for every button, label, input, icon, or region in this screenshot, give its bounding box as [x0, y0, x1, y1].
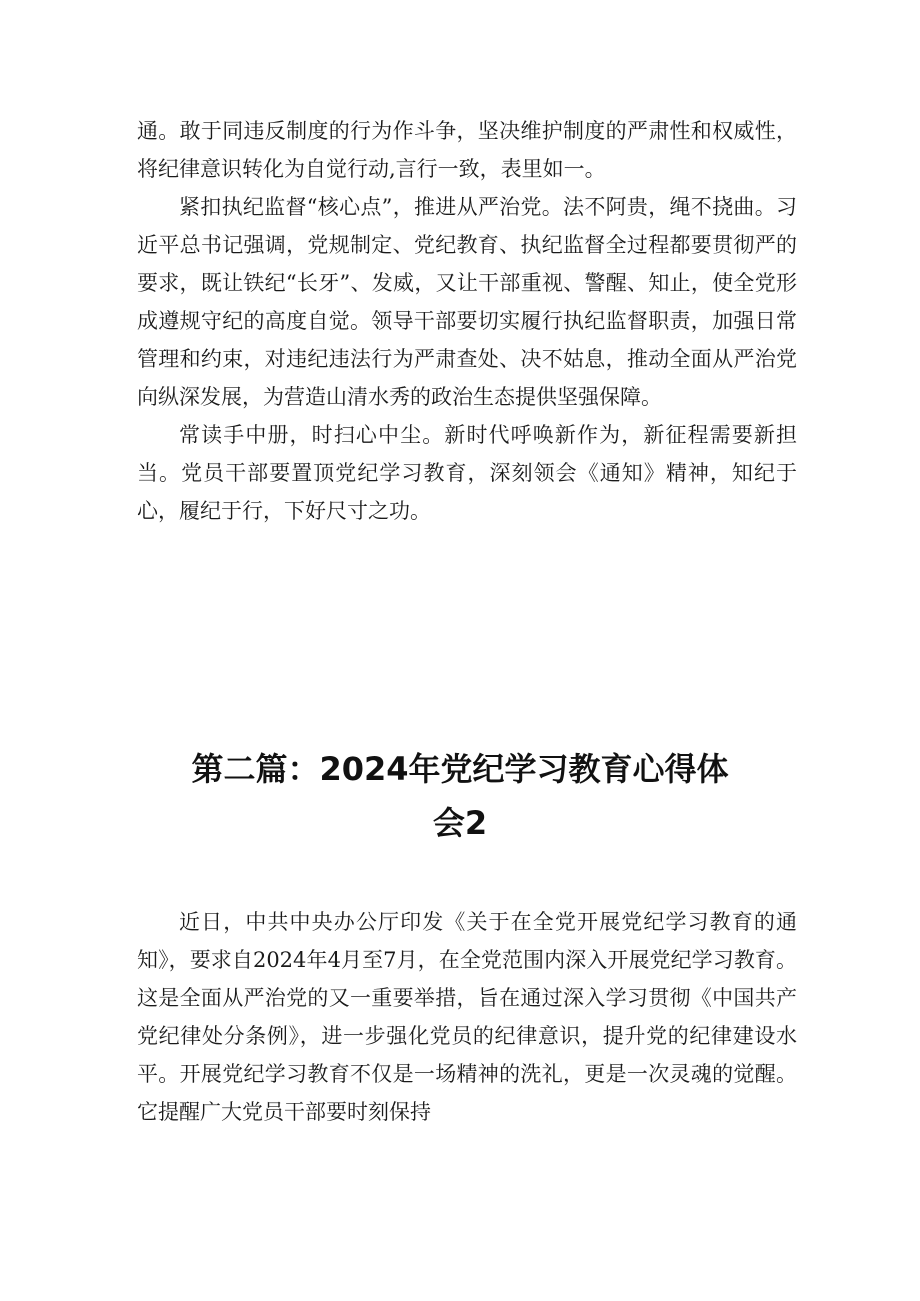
- article-part-two: [137, 903, 797, 1131]
- heading-line-1: 第二篇：2024年党纪学习教育心得体: [191, 750, 729, 788]
- heading-line-2: 会2: [432, 804, 488, 842]
- article-part-one: [137, 112, 797, 530]
- paragraph-intro: 近日，中共中央办公厅印发《关于在全党开展党纪学习教育的通知》，要求自2024年4月至7月，在全党范围内深入开展党纪学习教育。这是全面从严治党的又一重要举措，旨在通过深入学习贯彻《中国共产党纪律处分条例》，进一步强化党员的纪律意识，提升党的纪律建设水平。开展党纪学习教育不仅是一场精神的洗礼，更是一次灵魂的觉醒。它提醒广大党员干部要时刻保持: [137, 910, 797, 1124]
- section-heading: [120, 742, 800, 850]
- paragraph-conclusion: 常读手中册，时扫心中尘。新时代呼唤新作为，新征程需要新担当。党员干部要置顶党纪学习教育，深刻领会《通知》精神，知纪于心，履纪于行，下好尺寸之功。: [137, 423, 797, 523]
- paragraph-discipline-supervision: 紧扣执纪监督“核心点”，推进从严治党。法不阿贵，绳不挠曲。习近平总书记强调，党规制定、党纪教育、执纪监督全过程都要贯彻严的要求，既让铁纪“长牙”、发威，又让干部重视、警醒、知止，使全党形成遵规守纪的高度自觉。领导干部要切实履行执纪监督职责，加强日常管理和约束，对违纪违法行为严肃查处、决不姑息，推动全面从严治党向纵深发展，为营造山清水秀的政治生态提供坚强保障。: [137, 195, 797, 409]
- paragraph-continuation: 通。敢于同违反制度的行为作斗争，坚决维护制度的严肃性和权威性，将纪律意识转化为自觉行动,言行一致，表里如一。: [137, 119, 797, 181]
